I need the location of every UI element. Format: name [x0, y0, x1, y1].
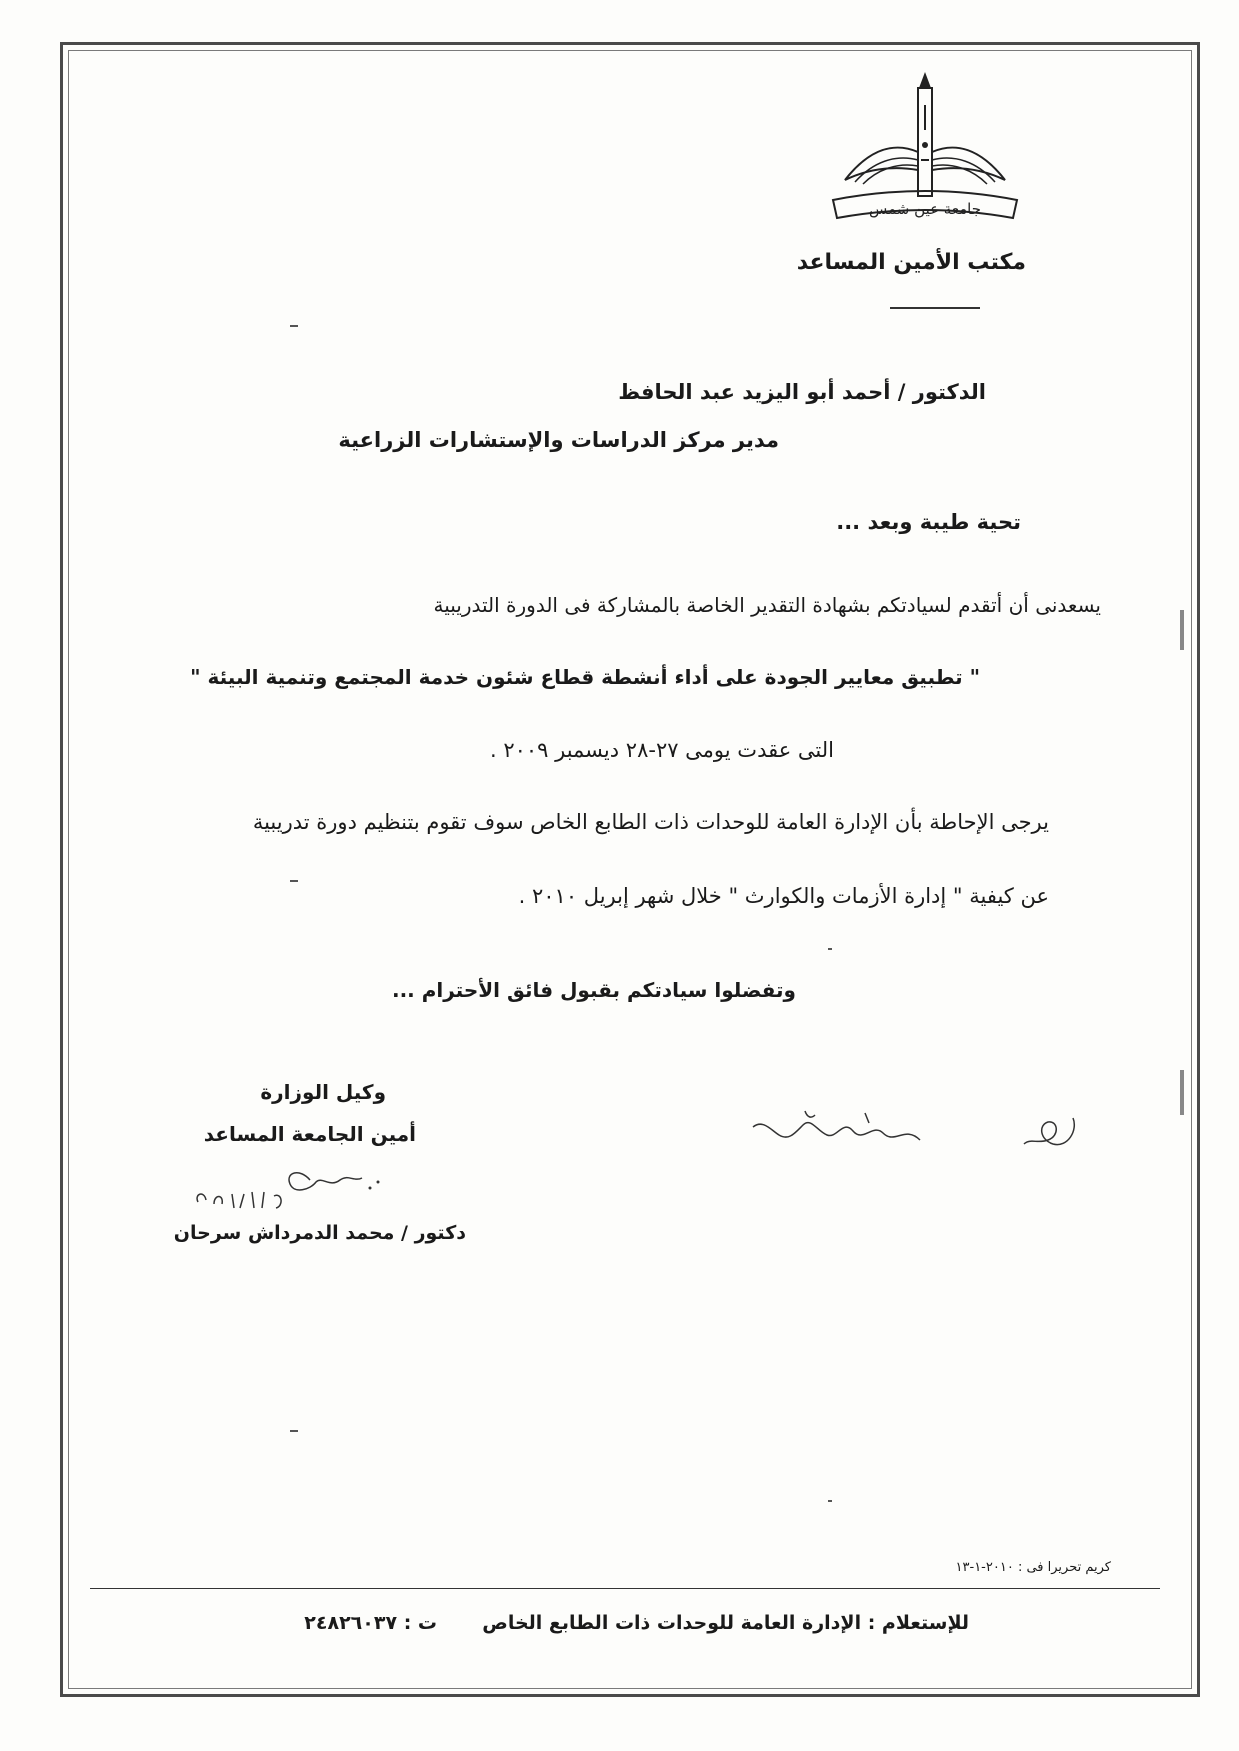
footer-phone: ت : ٢٤٨٢٦٠٣٧ — [304, 1612, 437, 1634]
body-paragraph-3: التى عقدت يومى ٢٧-٢٨ ديسمبر ٢٠٠٩ . — [489, 738, 834, 762]
scan-edge-mark — [1180, 610, 1184, 650]
body-paragraph-4: يرجى الإحاطة بأن الإدارة العامة للوحدات ذات الطابع الخاص سوف تقوم بتنظيم دورة تدريبية — [252, 810, 1049, 834]
closing-line: وتفضلوا سيادتكم بقبول فائق الأحترام ... — [391, 978, 796, 1002]
body-paragraph-1: يسعدنى أن أتقدم لسيادتكم بشهادة التقدير الخاصة بالمشاركة فى الدورة التدريبية — [433, 593, 1101, 617]
handwritten-initials — [1018, 1110, 1083, 1155]
body-paragraph-5: عن كيفية " إدارة الأزمات والكوارث " خلال شهر إبريل ٢٠١٠ . — [518, 884, 1049, 908]
addressee-title: مدير مركز الدراسات والإستشارات الزراعية — [338, 428, 779, 452]
scan-speck — [290, 325, 298, 327]
signatory-role: وكيل الوزارة — [260, 1080, 386, 1104]
course-title: " تطبيق معايير الجودة على أداء أنشطة قطاع شئون خدمة المجتمع وتنمية البيئة " — [190, 665, 980, 689]
scan-edge-mark — [1180, 1070, 1184, 1115]
footer-divider — [90, 1588, 1160, 1589]
greeting: تحية طيبة وبعد ... — [836, 510, 1021, 534]
addressee-name: الدكتور / أحمد أبو اليزيد عبد الحافظ — [618, 380, 986, 404]
signatory-position: أمين الجامعة المساعد — [203, 1122, 416, 1146]
office-name: مكتب الأمين المساعد — [796, 250, 1026, 275]
footer-inquiries: للإستعلام : الإدارة العامة للوحدات ذات الطابع الخاص — [482, 1612, 969, 1634]
scan-speck — [828, 948, 832, 950]
handwritten-signature — [745, 1105, 925, 1155]
university-seal-icon — [825, 70, 1025, 230]
seal-text: جامعة عين شمس — [869, 200, 981, 218]
scan-speck — [290, 1430, 298, 1432]
scan-speck — [290, 880, 298, 882]
scan-speck — [828, 1500, 832, 1502]
handwritten-signature-date — [190, 1160, 400, 1220]
issue-date-note: كريم تحريرا فى : ٢٠١٠-١-١٣ — [955, 1560, 1111, 1575]
office-underline — [890, 307, 980, 309]
signatory-name: دكتور / محمد الدمرداش سرحان — [173, 1222, 466, 1244]
page-border-inner — [68, 50, 1192, 1689]
